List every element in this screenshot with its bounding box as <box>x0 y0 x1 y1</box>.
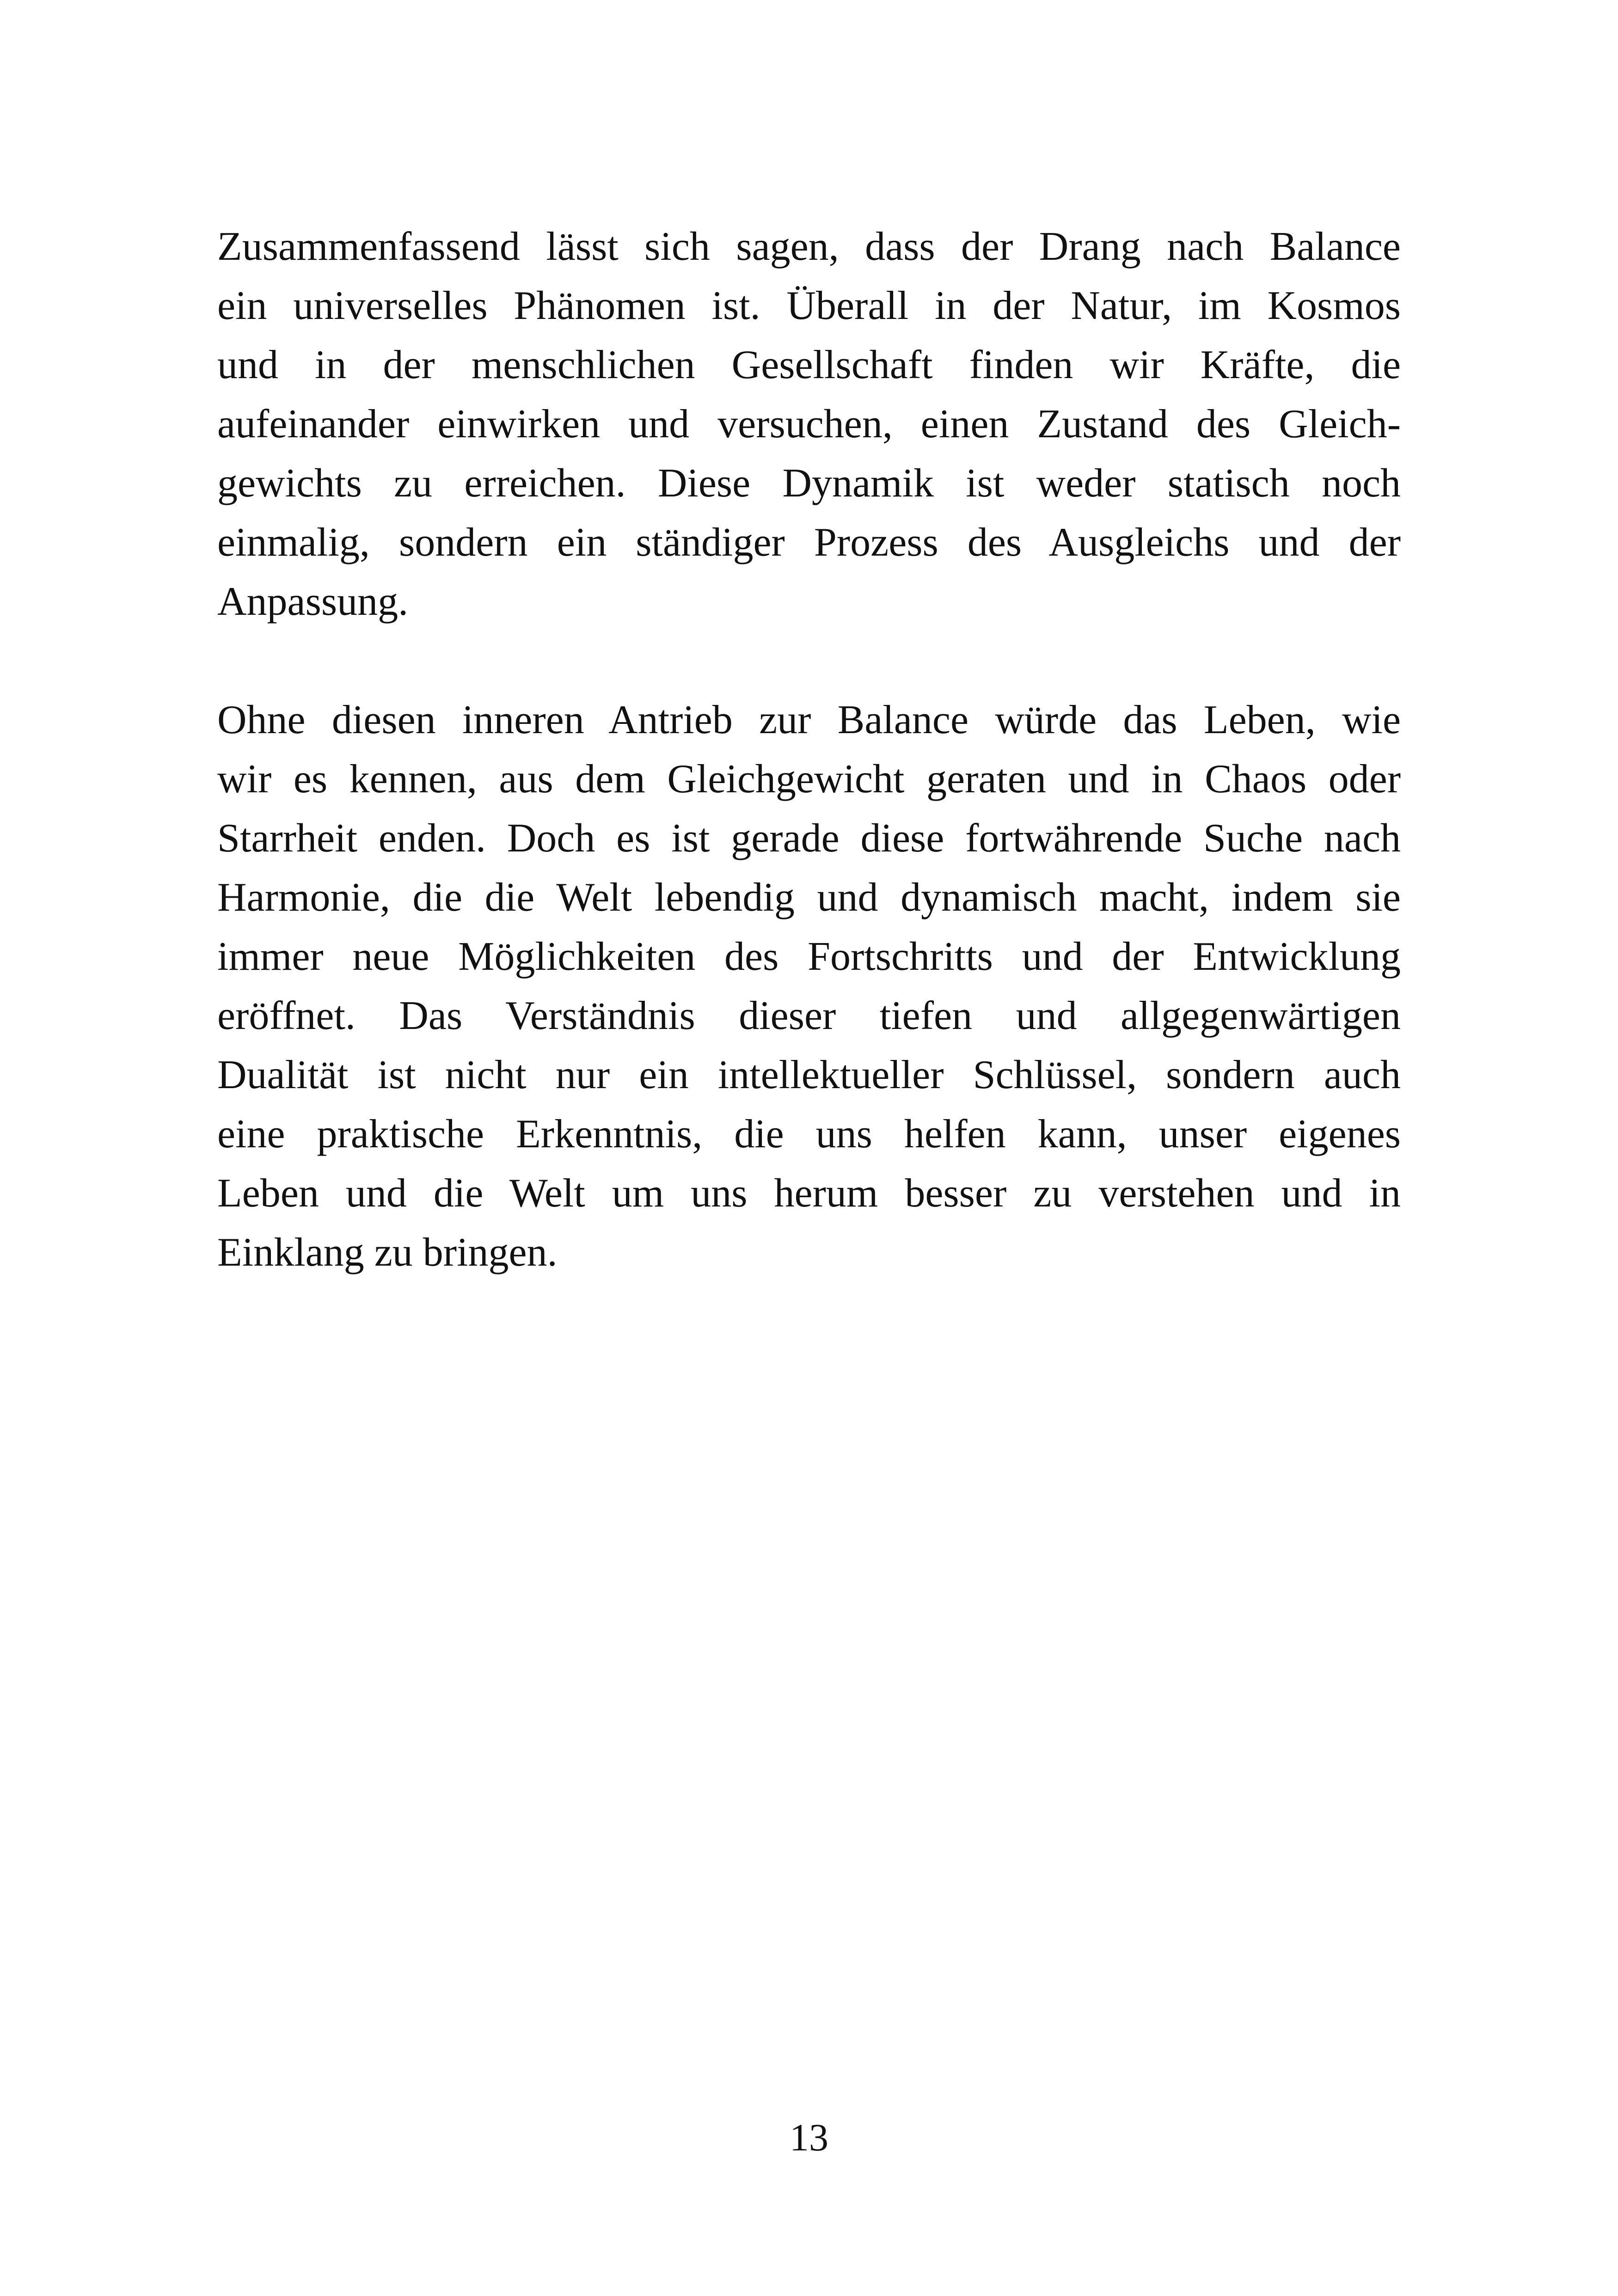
text-line: immer neue Möglichkeiten des Fortschritts und der Entwicklung <box>217 934 1401 979</box>
text-line: wir es kennen, aus dem Gleichgewicht geraten und in Chaos oder <box>217 757 1401 802</box>
paragraph-spacing <box>217 631 1401 691</box>
text-line: Anpassung. <box>217 579 409 624</box>
text-line: Dualität ist nicht nur ein intellektueller Schlüssel, sondern auch <box>217 1053 1401 1097</box>
text-line: und in der menschlichen Gesellschaft finden wir Kräfte, die <box>217 343 1401 387</box>
text-line: Ohne diesen inneren Antrieb zur Balance würde das Leben, wie <box>217 698 1401 742</box>
text-line: Leben und die Welt um uns herum besser zu verstehen und in <box>217 1171 1401 1216</box>
text-line: Harmonie, die die Welt lebendig und dynamisch macht, indem sie <box>217 875 1401 920</box>
text-line: Einklang zu bringen. <box>217 1230 558 1275</box>
text-line: aufeinander einwirken und versuchen, einen Zustand des Gleich- <box>217 402 1401 447</box>
paragraph <box>217 217 1401 631</box>
text-line: Starrheit enden. Doch es ist gerade diese fortwährende Suche nach <box>217 816 1401 861</box>
text-line: eine praktische Erkenntnis, die uns helfen kann, unser eigenes <box>217 1112 1401 1157</box>
paragraph <box>217 691 1401 1282</box>
text-line: einmalig, sondern ein ständiger Prozess des Ausgleichs und der <box>217 520 1401 565</box>
text-line: Zusammenfassend lässt sich sagen, dass der Drang nach Balance <box>217 224 1401 269</box>
body-text <box>217 217 1401 1282</box>
text-line: gewichts zu erreichen. Diese Dynamik ist weder statisch noch <box>217 461 1401 506</box>
page-number: 13 <box>790 2116 828 2159</box>
text-line: ein universelles Phänomen ist. Überall in der Natur, im Kosmos <box>217 283 1401 328</box>
text-line: eröffnet. Das Verständnis dieser tiefen und allgegenwärtigen <box>217 993 1401 1038</box>
